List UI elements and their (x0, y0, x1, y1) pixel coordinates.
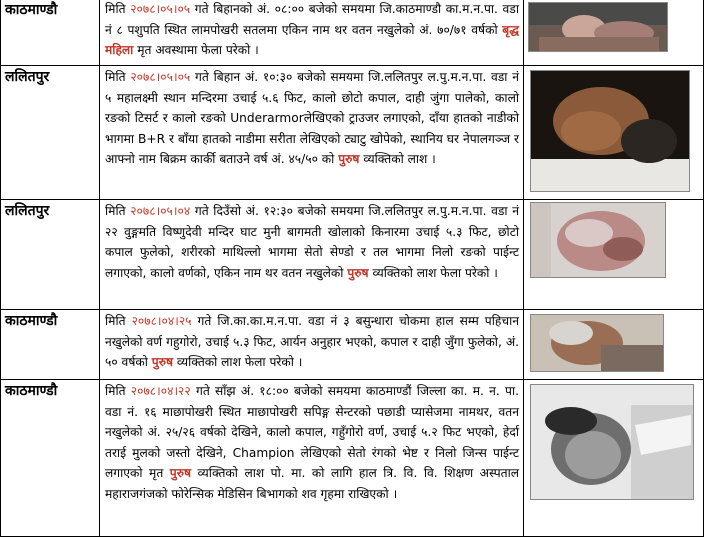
incident-date: २०७८।०५।०४ (130, 204, 191, 218)
district-name: ललितपुर (5, 203, 50, 219)
incident-date: २०७८।०५।०५ (130, 2, 191, 16)
district-name: काठमाण्डौ (5, 383, 58, 399)
description-cell (100, 310, 524, 379)
description-text: मिति २०७८।०४।२५ गते जि.का.का.म.न.पा. वडा नं ३ बसुन्धारा चोकमा हाल सम्म पहिचान नखुलेको वर्ण गहुगोरो, उचाई ५.३ फिट, आर्यन अनुहार भएको, कपाल र दाही जुँगा फुलेको, अं. ५० वर्षको पुरुष व्यक्तिको लाश फेला परेको । (105, 314, 519, 369)
description-text: मिति २०७८।०५।०५ गते बिहान अं. १०:३० बजेको समयमा जि.ललितपुर ल.पु.म.न.पा. वडा नं ५ महालक्ष्मी स्थान मन्दिरमा उचाई ५.६ फिट, कालो छोटो कपाल, दाही जुंगा पालेको, कालो रङको टिसर्ट र कालो रङको Underarmorलेखिएको ट्राउजर लगाएको, दाँया हातको नाडीको भागमा B+R र बाँया हातको नाडीमा सरीता लेखिएको ट्याटु खोपेको, स्थानिय घर नेपालगञ्ज र आफ्नो नाम बिक्रम कार्की बताउने वर्ष अं. ४५/५० को पुरुष व्यक्तिको लाश । (105, 70, 519, 166)
photo-cell (524, 66, 704, 199)
description-cell (100, 0, 524, 65)
victim-type: पुरुष (338, 152, 360, 166)
table-row (0, 0, 704, 65)
description-text: मिति २०७८।०५।०४ गते दिउँसो अं. १२:३० बजेको समयमा जि.ललितपुर ल.पु.म.न.पा. वडा नं २२ वुङ्गमति विष्णुदेवी मन्दिर घाट मुनी बागमती खोलाको किनारमा उचाई ५.३ फिट, छोटो कपाल फुलेको, शरीरको माथिल्लो भागमा सेतो सेण्डो र तल भागमा निलो रङको पाईन्ट लगाएको, कालो वर्णको, एकिन नाम थर वतन नखुलेको पुरुष व्यक्तिको लाश फेला परेको । (105, 204, 519, 280)
photo-cell (524, 0, 704, 65)
photo-cell (524, 310, 704, 379)
district-name: ललितपुर (5, 69, 50, 85)
table-row (0, 65, 704, 199)
description-text: मिति २०७८।०४।२२ गते साँझ अं. १८:०० बजेको समयमा काठमाण्डौं जिल्ला का. म. न. पा. वडा नं. १६ माछापोखरी स्थित माछापोखरी सपिङ्ग सेन्टरको पछाडी प्यासेजमा नामथर, वतन नखुलेको अं. २५/२६ वर्षको देखिने, कालो कपाल, गहुँगोरो वर्ण, उचाई ५.२ फिट भएको, हेर्दा तराई मुलको जस्तो देखिने, Champion लेखिएको सेतो रंगको भेष्ट र निलो जिन्स पाईन्ट लगाएको मृत पुरुष व्यक्तिको लाश पो. मा. को लागि हाल त्रि. वि. वि. शिक्षण अस्पताल महाराजगंजको फोरेन्सिक मेडिसिन बिभागको शव गृहमा राखिएको । (105, 384, 519, 501)
district-cell (0, 310, 100, 379)
incident-date: २०७८।०४।२५ (131, 314, 192, 328)
deceased-man-photo (530, 70, 690, 192)
description-cell (100, 200, 524, 309)
district-name: काठमाण्डौ (5, 2, 58, 18)
table-row (0, 309, 704, 379)
photo-cell (524, 200, 704, 309)
table-row (0, 199, 704, 309)
victim-type: पुरुष (151, 355, 174, 369)
victim-type: पुरुष (169, 466, 192, 480)
photo-cell (524, 380, 704, 537)
district-cell (0, 0, 100, 65)
description-text: मिति २०७८।०५।०५ गते बिहानको अं. ०८:०० बजेको समयमा जि.काठमाण्डौ का.म.न.पा. वडा नं ८ पशुपति स्थित लामपोखरी सतलमा एकिन नाम थर वतन नखुलेको अं. ७०/७१ वर्षको बृद्ध महिला मृत अवस्थामा फेला परेको । (105, 2, 519, 57)
description-cell (100, 380, 524, 537)
district-cell (0, 66, 100, 199)
deceased-man-gray-hair-photo (530, 314, 664, 372)
victim-type: बृद्ध महिला (105, 22, 519, 57)
district-cell (0, 200, 100, 309)
district-name: काठमाण्डौ (5, 313, 58, 329)
incident-date: २०७८।०५।०५ (130, 70, 191, 84)
district-cell (0, 380, 100, 537)
deceased-young-man-photo (530, 384, 694, 500)
deceased-woman-photo (528, 2, 668, 52)
description-cell (100, 66, 524, 199)
table-row (0, 379, 704, 537)
deceased-elderly-man-photo (530, 202, 666, 278)
incident-date: २०७८।०४।२२ (130, 384, 191, 398)
victim-type: पुरुष (347, 265, 369, 280)
